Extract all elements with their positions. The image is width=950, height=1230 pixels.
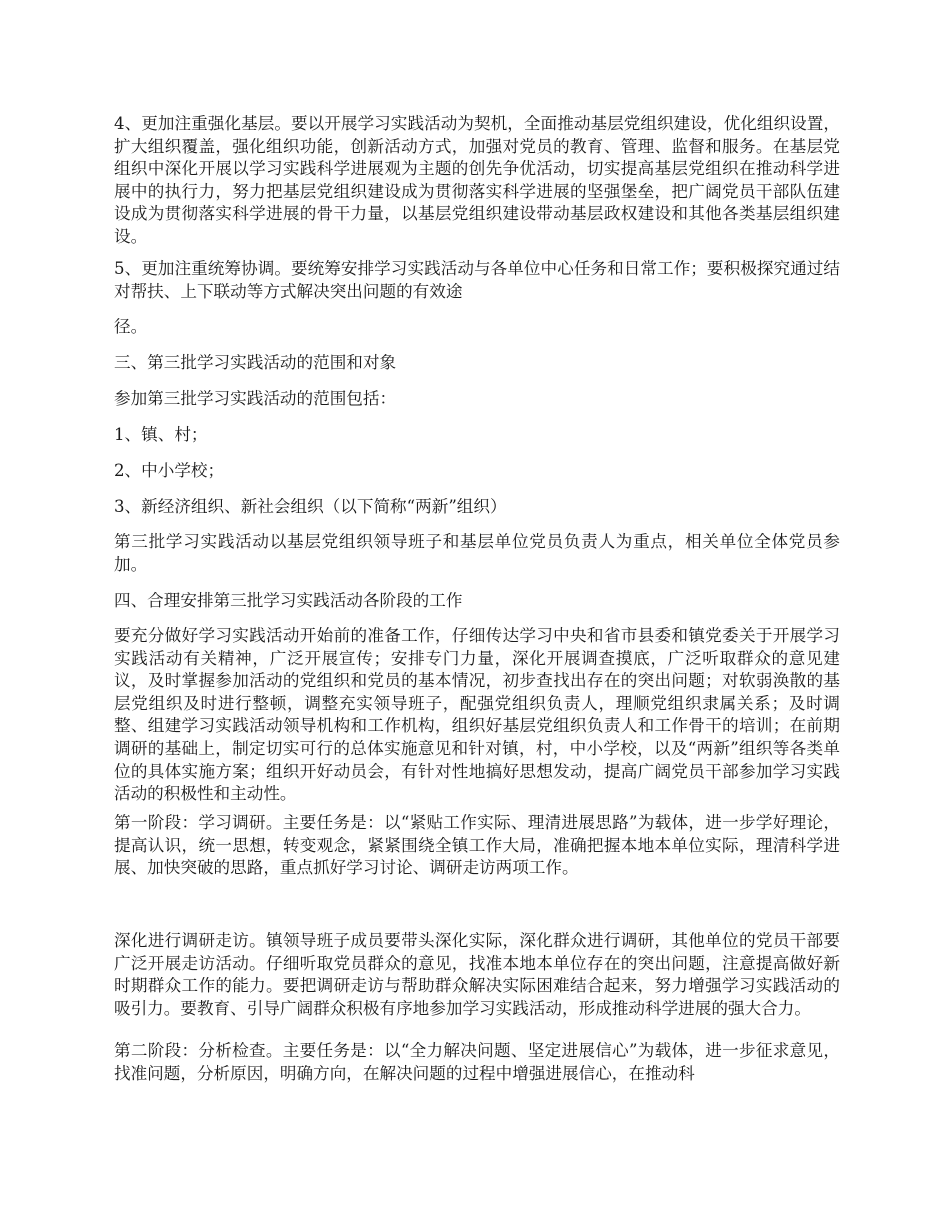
list-item-schools: 2、中小学校；: [114, 461, 225, 480]
list-item-towns-villages: 1、镇、村；: [114, 425, 208, 444]
paragraph-stage-two: 第二阶段：分析检查。主要任务是：以“全力解决问题、坚定进展信心”为载体，进一步征求意见，找准问题，分析原因，明确方向，在解决问题的过程中增强进展信心，在推动科: [114, 1041, 840, 1083]
section-heading-scope: 三、第三批学习实践活动的范围和对象: [114, 353, 397, 372]
paragraph-strengthen-grassroots: 4、更加注重强化基层。要以开展学习实践活动为契机，全面推动基层党组织建设，优化组织设置，扩大组织覆盖，强化组织功能，创新活动方式，加强对党员的教育、管理、监督和服务。在基层党组织中深化开展以学习实践科学进展观为主题的创先争优活动，切实提高基层党组织在推动科学进展中的执行力，努力把基层党组织建设成为贯彻落实科学进展的坚强堡垒，把广阔党员干部队伍建设成为贯彻落实科学进展的骨干力量，以基层党组织建设带动基层政权建设和其他各类基层组织建设。: [114, 114, 840, 246]
section-heading-stages: 四、合理安排第三批学习实践活动各阶段的工作: [114, 591, 463, 610]
paragraph-continuation: 径。: [114, 317, 148, 336]
paragraph-preparation: 要充分做好学习实践活动开始前的准备工作，仔细传达学习中央和省市县委和镇党委关于开展学习实践活动有关精神，广泛开展宣传；安排专门力量，深化开展调查摸底，广泛听取群众的意见建议，及时掌握参加活动的党组织和党员的基本情况，初步查找出存在的突出问题；对软弱涣散的基层党组织及时进行整顿，调整充实领导班子，配强党组织负责人，理顺党组织隶属关系；及时调整、组建学习实践活动领导机构和工作机构，组织好基层党组织负责人和工作骨干的培训；在前期调研的基础上，制定切实可行的总体实施意见和针对镇，村，中小学校，以及“两新”组织等各类单位的具体实施方案；组织开好动员会，有针对性地搞好思想发动，提高广阔党员干部参加学习实践活动的积极性和主动性。: [114, 626, 840, 804]
paragraph-coordination: 5、更加注重统筹协调。要统筹安排学习实践活动与各单位中心任务和日常工作；要积极探究通过结对帮扶、上下联动等方式解决突出问题的有效途: [114, 259, 840, 301]
paragraph-scope-intro: 参加第三批学习实践活动的范围包括：: [114, 389, 397, 408]
paragraph-research-visits: 深化进行调研走访。镇领导班子成员要带头深化实际，深化群众进行调研，其他单位的党员干部要广泛开展走访活动。仔细听取党员群众的意见，找准本地本单位存在的突出问题，注意提高做好新时期群众工作的能力。要把调研走访与帮助群众解决实际困难结合起来，努力增强学习实践活动的吸引力。要教育、引导广阔群众积极有序地参加学习实践活动，形成推动科学进展的强大合力。: [114, 931, 840, 1018]
paragraph-stage-one: 第一阶段：学习调研。主要任务是：以“紧贴工作实际、理清进展思路”为载体，进一步学好理论，提高认识，统一思想，转变观念，紧紧围绕全镇工作大局，准确把握本地本单位实际，理清科学进展、加快突破的思路，重点抓好学习讨论、调研走访两项工作。: [114, 813, 840, 878]
paragraph-focus-groups: 第三批学习实践活动以基层党组织领导班子和基层单位党员负责人为重点，相关单位全体党员参加。: [114, 532, 840, 574]
list-item-new-organizations: 3、新经济组织、新社会组织（以下简称“两新”组织）: [114, 497, 507, 516]
